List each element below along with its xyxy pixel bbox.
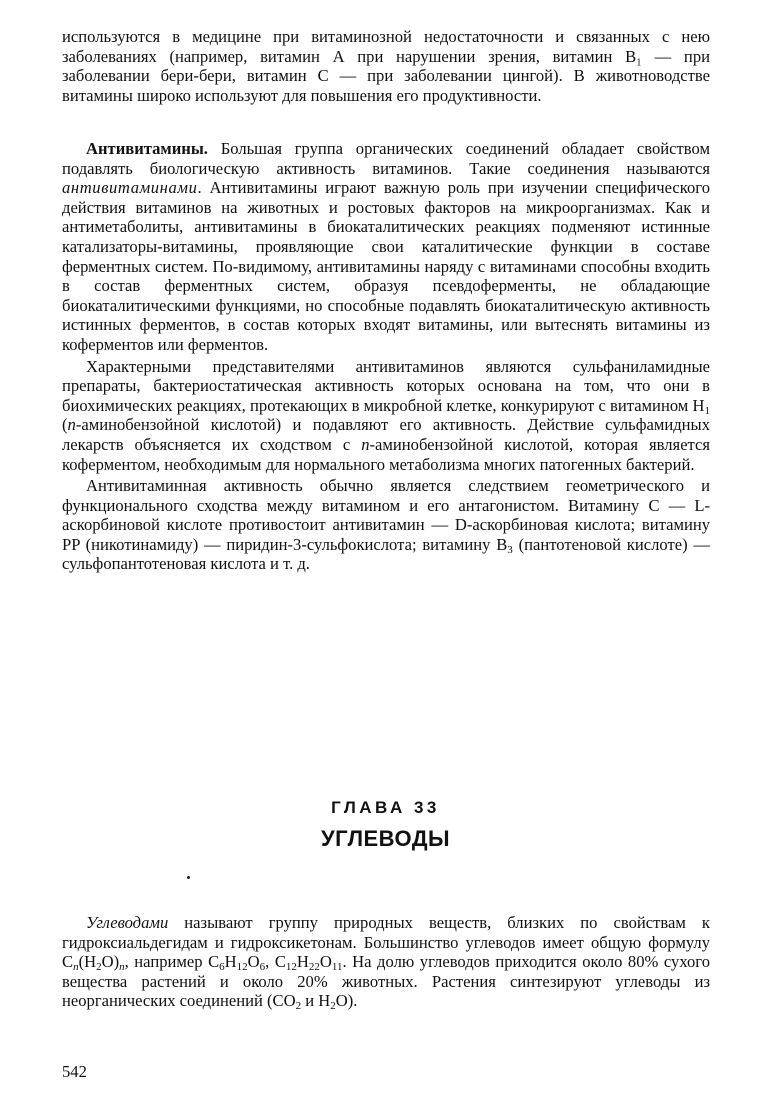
carbohydrates-text-c: . На долю углеводов приходится около 80% сухого вещества растений и около 20% животных. Растения синтезируют углеводы из неорганических соединений (CO: [62, 952, 710, 1011]
carbohydrates-text-e: O).: [335, 991, 358, 1011]
representatives-text-d: -аминобензойной кислотой, которая является коферментом, необходимым для нормального метаболизма многих патогенных бактерий.: [62, 434, 711, 474]
activity-text-a: Антивитаминная активность обычно является следствием геометрического и функционального сходства между витамином и его антагонистом. Витамину С — L-аскорбиновой кислоте противостоит антивитамин — D-аскорбиновая кислота; витамину PP (никотинамиду) — пиридин-3-сульфокислота; витамину B: [62, 476, 710, 554]
intro-paragraph: используются в медицине при витаминозной недостаточности и связанных с нею заболеваниях (например, витамин А при нарушении зрения, витамин B₁ — при заболевании бери-бери, витамин С — при заболевании цингой). В животноводстве витамины широко используют для повышения его продуктивности.: [62, 27, 710, 105]
formula-part: , C: [265, 952, 286, 972]
formula-sub: n: [73, 961, 79, 974]
intro-paragraph-block: [62, 27, 710, 105]
antivitamins-text-b: . Антивитамины играют важную роль при изучении специфического действия витаминов на животных и ростовых факторов на микроорганизмах. Как и антиметаболиты, антивитамины в биокаталитических реакциях подменяют истинные катализаторы-витамины, проявляющие свои каталитические функции в составе ферментных систем. По-видимому, антивитамины наряду с витаминами способны входить в состав ферментных систем, образуя псевдоферменты, не обладающие биокаталитическими функциями, но способные подавлять биокаталитическую активность истинных ферментов, в состав которых входят витамины, или вытеснять витамины из коферментов или ферментов.: [62, 178, 710, 354]
representatives-text-c: -аминобензойной кислотой) и подавляют его активность. Действие сульфамидных лекарств объясняется их сходством с: [62, 415, 710, 454]
chapter-label: ГЛАВА 33: [331, 798, 440, 817]
co2-subscript: 2: [295, 1000, 302, 1013]
formula-part: H: [224, 952, 237, 972]
antivitamins-heading: Антивитамины.: [86, 139, 208, 158]
h1-subscript: 1: [704, 404, 710, 417]
antivitamins-term: антивитаминами: [62, 178, 198, 198]
antivitamins-text-a: Большая группа органических соединений обладает свойством подавлять биологическую активность витаминов. Такие соединения называются: [62, 139, 710, 178]
formula-sub: 6: [219, 961, 225, 974]
para-prefix-2: п: [361, 434, 370, 454]
formula-sub: 6: [259, 961, 266, 974]
formula-part: O: [247, 952, 260, 972]
formula-sub: 12: [236, 961, 248, 974]
activity-text-b: (пантотеновой кислоте) — сульфопантотеновая кислота и т. д.: [62, 534, 710, 574]
para-prefix-1: п: [67, 415, 76, 435]
carbohydrates-term: Углеводами: [86, 913, 169, 932]
antivitamins-paragraph: [62, 139, 710, 355]
carbohydrates-section: [62, 913, 710, 1011]
formula-part: O: [319, 952, 332, 972]
formula-part: O): [101, 952, 120, 972]
page-number: 542: [62, 1062, 87, 1081]
antivitamins-section: [62, 139, 710, 574]
stray-dot: [187, 876, 190, 879]
formula-part: (H: [78, 952, 97, 972]
activity-paragraph: [62, 476, 710, 574]
formula-sub: 22: [308, 961, 320, 974]
representatives-text-a: Характерными представителями антивитаминов являются сульфаниламидные препараты, бактериостатическая активность которых основана на том, что они в биохимических реакциях, протекающих в микробной клетке, конкурируют с витамином H: [62, 356, 710, 415]
formula-sub: n: [119, 961, 125, 974]
carbohydrates-paragraph: [62, 913, 710, 1011]
formula-sub: 11: [331, 961, 343, 974]
carbohydrates-text-a: называют группу природных веществ, близких по свойствам к гидроксиальдегидам и гидроксикетонам. Большинство углеводов имеет общую формулу C: [62, 913, 710, 972]
b3-subscript: 3: [507, 543, 513, 556]
representatives-paragraph: [62, 357, 710, 475]
chapter-title: УГЛЕВОДЫ: [320, 826, 451, 851]
h2o-subscript: 2: [330, 1000, 336, 1013]
carbohydrates-text-d: и H: [301, 991, 331, 1011]
formula-sub: 2: [96, 961, 102, 974]
representatives-text-b: (: [62, 415, 68, 435]
formula-part: H: [296, 952, 309, 972]
carbohydrates-text-b: , например C: [124, 952, 220, 972]
formula-sub: 12: [285, 961, 297, 974]
